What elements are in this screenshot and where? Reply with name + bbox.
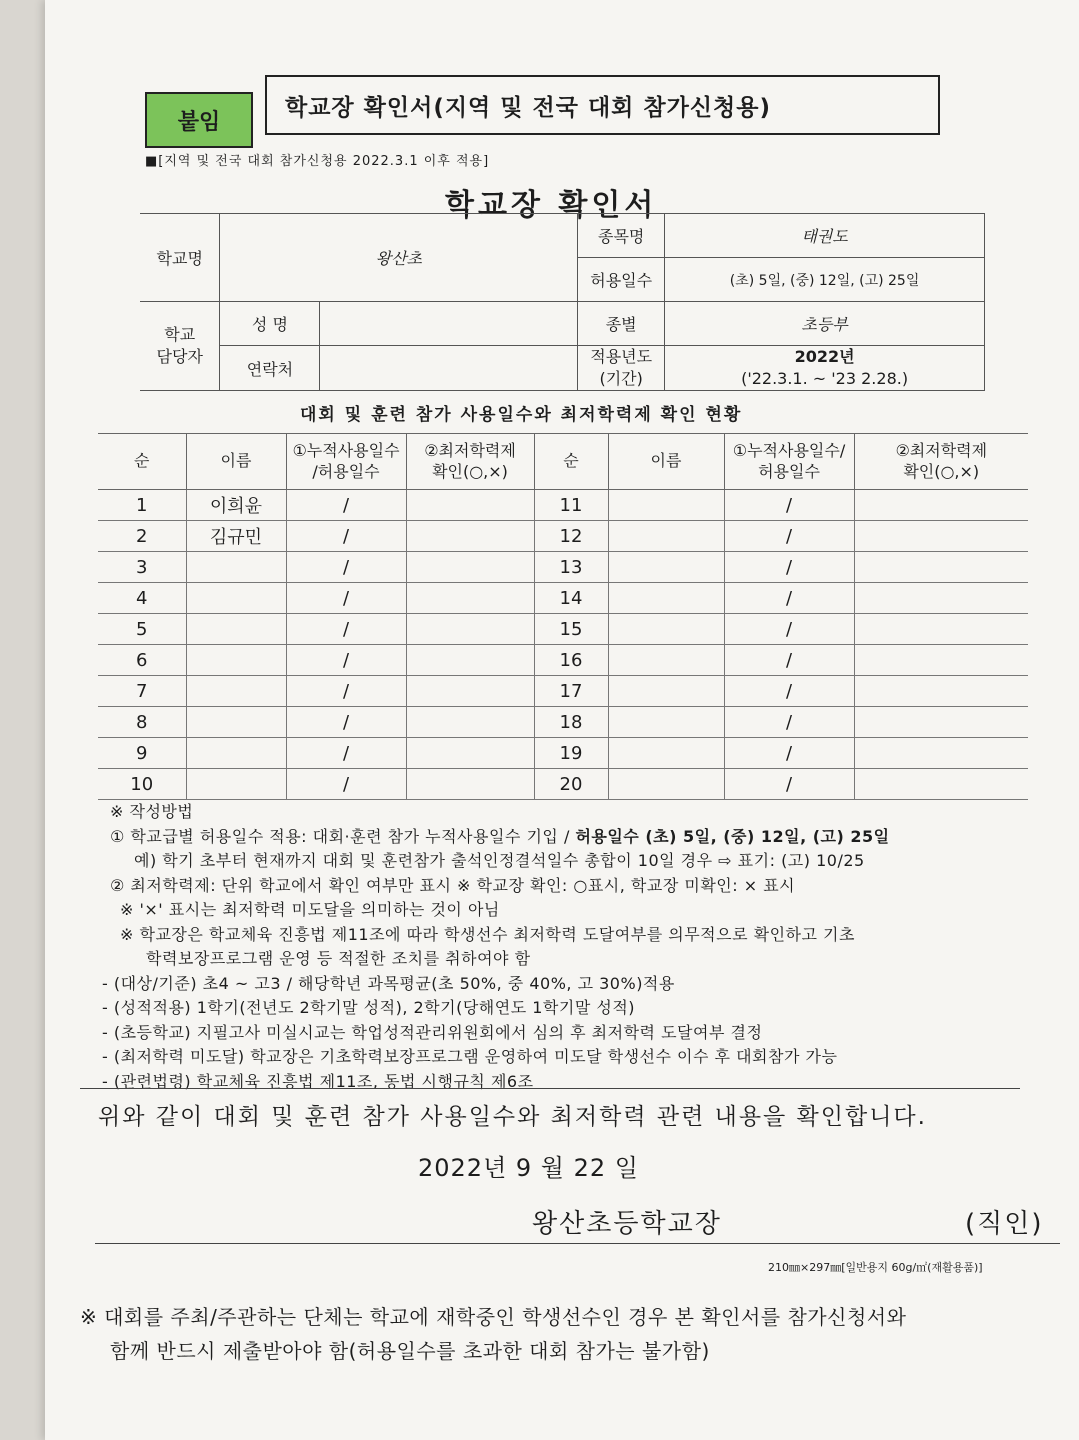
- row-name-right: [608, 769, 724, 800]
- row-check-right: [854, 552, 1028, 583]
- method-heading: ※ 작성방법: [110, 802, 194, 821]
- row-number-left: 2: [98, 521, 186, 552]
- row-check-left: [406, 738, 534, 769]
- row-number-right: 14: [534, 583, 608, 614]
- applicability-note: ■[지역 및 전국 대회 참가신청용 2022.3.1 이후 적용]: [145, 154, 490, 169]
- event-value: 태권도: [665, 214, 985, 258]
- year-value: [665, 346, 985, 391]
- row-name-right: [608, 490, 724, 521]
- paper-spec: 210㎜×297㎜[일반용지 60g/㎡(재활용품)]: [768, 1261, 983, 1274]
- row-days-left: /: [286, 769, 406, 800]
- school-value: 왕산초: [220, 214, 578, 302]
- contact-label: 연락처: [220, 346, 320, 391]
- row-check-left: [406, 769, 534, 800]
- row-days-left: /: [286, 552, 406, 583]
- bottom-notice-line-1: ※ 대회를 주최/주관하는 단체는 학교에 재학중인 학생선수인 경우 본 확인서를 참가신청서와: [80, 1305, 907, 1329]
- row-check-left: [406, 707, 534, 738]
- header-days-left: [286, 434, 406, 490]
- table-row: [98, 490, 1028, 521]
- official-seal-label: (직인): [965, 1209, 1044, 1239]
- row-name-left: [186, 738, 286, 769]
- method-line-3: ② 최저학력제: 단위 학교에서 확인 여부만 표시 ※ 학교장 확인: ○표시, 학교장 미확인: × 표시: [110, 875, 796, 895]
- method-line-6: 학력보장프로그램 운영 등 적절한 조치를 취하여야 함: [146, 949, 531, 968]
- bottom-notice: [80, 1300, 1040, 1368]
- row-name-right: [608, 552, 724, 583]
- method-line-8: - (성적적용) 1학기(전년도 2학기말 성적), 2학기(당해연도 1학기말 성적): [102, 998, 636, 1017]
- row-check-left: [406, 645, 534, 676]
- row-check-left: [406, 676, 534, 707]
- row-check-right: [854, 707, 1028, 738]
- row-name-right: [608, 645, 724, 676]
- row-days-right: /: [724, 614, 854, 645]
- row-check-right: [854, 769, 1028, 800]
- header-min-right-2: 확인(○,×): [903, 461, 980, 481]
- header-title: 학교장 확인서(지역 및 전국 대회 참가신청용): [285, 94, 771, 121]
- row-days-left: /: [286, 583, 406, 614]
- row-number-left: 5: [98, 614, 186, 645]
- table-row: [98, 676, 1028, 707]
- bottom-notice-line-2: 함께 반드시 제출받아야 함(허용일수를 초과한 대회 참가는 불가함): [110, 1339, 710, 1363]
- days-value: (초) 5일, (중) 12일, (고) 25일: [665, 258, 985, 302]
- header-min-left: [406, 434, 534, 490]
- row-name-left: [186, 676, 286, 707]
- divider-top: [80, 1088, 1020, 1089]
- row-days-right: /: [724, 738, 854, 769]
- row-number-right: 11: [534, 490, 608, 521]
- row-name-right: [608, 676, 724, 707]
- row-check-right: [854, 676, 1028, 707]
- manager-label: [140, 302, 220, 391]
- manager-label-1: 학교: [164, 325, 196, 344]
- header-min-right-1: ②최저학력제: [895, 440, 988, 460]
- table-row: [98, 552, 1028, 583]
- row-check-right: [854, 738, 1028, 769]
- row-number-right: 18: [534, 707, 608, 738]
- row-check-left: [406, 614, 534, 645]
- row-name-left: [186, 614, 286, 645]
- document-title: 학교장 확인서: [445, 188, 658, 223]
- row-number-right: 13: [534, 552, 608, 583]
- row-number-left: 6: [98, 645, 186, 676]
- method-line-1a: ① 학교급별 허용일수 적용: 대회·훈련 참가 누적사용일수 기입 /: [110, 826, 576, 846]
- row-days-left: /: [286, 614, 406, 645]
- row-number-right: 15: [534, 614, 608, 645]
- header-name-right: 이름: [608, 434, 724, 490]
- days-label: 허용일수: [578, 258, 665, 302]
- header-days-right: [724, 434, 854, 490]
- row-name-left: [186, 552, 286, 583]
- row-check-right: [854, 614, 1028, 645]
- row-number-right: 12: [534, 521, 608, 552]
- header-min-right: [854, 434, 1028, 490]
- table-row: [98, 583, 1028, 614]
- header-min-left-1: ②최저학력제: [424, 440, 516, 460]
- school-label: 학교명: [140, 214, 220, 302]
- header-days-left-1: ①누적사용일수: [292, 440, 400, 460]
- attachment-badge: 붙임: [145, 92, 253, 148]
- row-number-right: 16: [534, 645, 608, 676]
- row-number-left: 4: [98, 583, 186, 614]
- year-label-1: 적용년도: [590, 347, 653, 366]
- info-table: [140, 213, 985, 391]
- year-label: [578, 346, 665, 391]
- method-line-4: ※ '×' 표시는 최저학력 미도달을 의미하는 것이 아님: [120, 900, 500, 919]
- row-name-right: [608, 583, 724, 614]
- table-row: [98, 645, 1028, 676]
- row-days-left: /: [286, 707, 406, 738]
- row-days-left: /: [286, 645, 406, 676]
- row-days-right: /: [724, 521, 854, 552]
- table-row: [98, 707, 1028, 738]
- confirmation-text: 위와 같이 대회 및 훈련 참가 사용일수와 최저학력 관련 내용을 확인합니다.: [98, 1104, 927, 1130]
- division-label: 종별: [578, 302, 665, 346]
- row-number-left: 3: [98, 552, 186, 583]
- year-value-1: 2022년: [794, 347, 855, 366]
- row-check-right: [854, 645, 1028, 676]
- row-number-left: 7: [98, 676, 186, 707]
- confirmation-date: 2022년 9 월 22 일: [418, 1154, 639, 1182]
- table-row: [98, 769, 1028, 800]
- row-days-left: /: [286, 676, 406, 707]
- row-name-left: [186, 583, 286, 614]
- row-name-right: [608, 614, 724, 645]
- event-label: 종목명: [578, 214, 665, 258]
- division-value: 초등부: [665, 302, 985, 346]
- header-min-left-2: 확인(○,×): [432, 461, 508, 481]
- year-value-2: ('22.3.1. ~ '23 2.28.): [741, 369, 909, 388]
- table-row: [98, 738, 1028, 769]
- row-name-right: [608, 738, 724, 769]
- participant-table: [98, 433, 1028, 800]
- principal-title: 왕산초등학교장: [532, 1209, 722, 1239]
- row-check-left: [406, 521, 534, 552]
- row-check-left: [406, 583, 534, 614]
- row-check-left: [406, 490, 534, 521]
- row-check-left: [406, 552, 534, 583]
- method-line-11: - (관련법령) 학교체육 진흥법 제11조, 동법 시행규칙 제6조: [102, 1071, 534, 1091]
- method-line-7: - (대상/기준) 초4 ~ 고3 / 해당학년 과목평균(초 50%, 중 40%, 고 30%)적용: [102, 973, 675, 993]
- row-name-right: [608, 521, 724, 552]
- method-line-5: ※ 학교장은 학교체육 진흥법 제11조에 따라 학생선수 최저학력 도달여부를 의무적으로 확인하고 기초: [120, 924, 855, 944]
- divider-bottom: [95, 1243, 1060, 1244]
- row-days-left: /: [286, 738, 406, 769]
- row-check-right: [854, 583, 1028, 614]
- header-no-right: 순: [534, 434, 608, 490]
- contact-value: [320, 346, 578, 391]
- method-line-2: 예) 학기 초부터 현재까지 대회 및 훈련참가 출석인정결석일수 총합이 10일 경우 ⇨ 표기: (고) 10/25: [134, 851, 865, 870]
- list-title: 대회 및 훈련 참가 사용일수와 최저학력제 확인 현황: [300, 405, 743, 425]
- table-row: [98, 521, 1028, 552]
- table-row: [98, 614, 1028, 645]
- method-line-9: - (초등학교) 지필고사 미실시교는 학업성적관리위원회에서 심의 후 최저학력 도달여부 결정: [102, 1022, 763, 1042]
- row-days-right: /: [724, 707, 854, 738]
- row-name-left: [186, 645, 286, 676]
- name-value: [320, 302, 578, 346]
- row-name-left: [186, 769, 286, 800]
- row-days-left: /: [286, 490, 406, 521]
- year-label-2: (기간): [599, 369, 643, 388]
- row-days-right: /: [724, 676, 854, 707]
- row-days-right: /: [724, 552, 854, 583]
- header-days-right-1: ①누적사용일수/: [732, 440, 846, 460]
- row-number-left: 1: [98, 490, 186, 521]
- header-days-right-2: 허용일수: [758, 461, 820, 481]
- row-name-left: 김규민: [186, 521, 286, 552]
- header-days-left-2: /허용일수: [312, 461, 380, 481]
- name-label: 성 명: [220, 302, 320, 346]
- row-name-right: [608, 707, 724, 738]
- writing-method: [102, 800, 1040, 1094]
- method-line-1: [110, 825, 1040, 850]
- row-name-left: 이희윤: [186, 490, 286, 521]
- row-number-right: 20: [534, 769, 608, 800]
- manager-label-2: 담당자: [156, 347, 203, 366]
- header-name-left: 이름: [186, 434, 286, 490]
- row-number-left: 9: [98, 738, 186, 769]
- row-number-left: 10: [98, 769, 186, 800]
- header-title-box: [265, 75, 940, 135]
- row-number-right: 19: [534, 738, 608, 769]
- method-line-10: - (최저학력 미도달) 학교장은 기초학력보장프로그램 운영하여 미도달 학생선수 이수 후 대회참가 가능: [102, 1047, 838, 1066]
- row-check-right: [854, 521, 1028, 552]
- row-days-right: /: [724, 645, 854, 676]
- row-number-left: 8: [98, 707, 186, 738]
- row-days-left: /: [286, 521, 406, 552]
- row-days-right: /: [724, 769, 854, 800]
- row-days-right: /: [724, 583, 854, 614]
- header-no-left: 순: [98, 434, 186, 490]
- method-line-1b: 허용일수 (초) 5일, (중) 12일, (고) 25일: [575, 826, 890, 846]
- row-days-right: /: [724, 490, 854, 521]
- row-check-right: [854, 490, 1028, 521]
- row-number-right: 17: [534, 676, 608, 707]
- row-name-left: [186, 707, 286, 738]
